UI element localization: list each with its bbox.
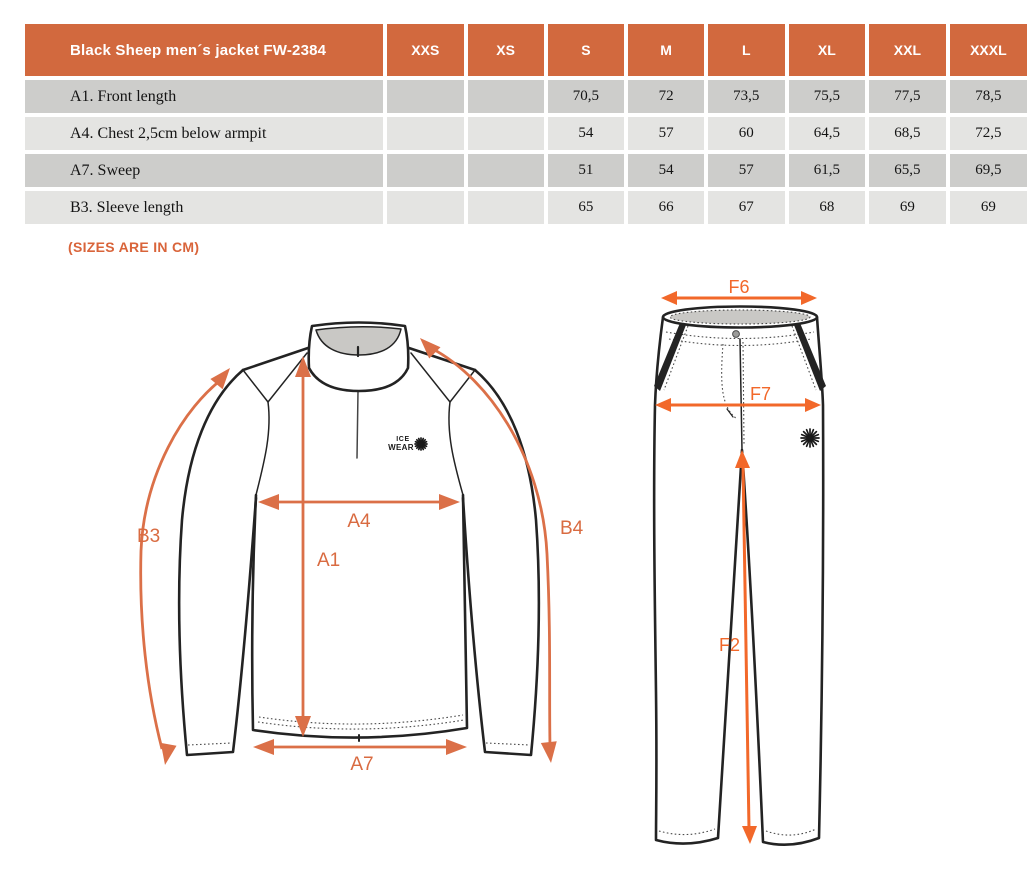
size-value-cell [387, 117, 464, 150]
size-value-cell: 72,5 [950, 117, 1027, 150]
size-value-cell: 61,5 [789, 154, 866, 187]
row-label: A4. Chest 2,5cm below armpit [25, 117, 383, 150]
left-cuff-stitch [188, 743, 232, 745]
fly-stitch [743, 342, 744, 444]
hem-stitch [259, 715, 463, 724]
right-cuff-stitch [486, 743, 530, 745]
label-f2: F2 [718, 635, 740, 655]
size-value-cell: 69 [950, 191, 1027, 224]
size-value-cell: 72 [628, 80, 704, 113]
measure-f7-arrow [655, 398, 821, 412]
right-shoulder-outline [409, 348, 475, 370]
right-raglan-seam [449, 402, 463, 495]
size-header-s: S [548, 24, 625, 76]
size-value-cell: 60 [708, 117, 785, 150]
size-header-xl: XL [789, 24, 866, 76]
size-value-cell: 68,5 [869, 117, 946, 150]
label-b3: B3 [137, 526, 161, 547]
size-value-cell [468, 191, 544, 224]
left-raglan-seam [256, 402, 269, 495]
waistband-stitch [666, 332, 814, 339]
size-value-cell: 75,5 [789, 80, 866, 113]
measure-a4-arrow [258, 494, 460, 510]
table-row [25, 191, 1027, 224]
size-header-xxl: XXL [869, 24, 946, 76]
size-value-cell: 54 [548, 117, 625, 150]
right-sleeve [463, 370, 539, 755]
size-value-cell [468, 117, 544, 150]
logo-text-line1: ICE [396, 436, 410, 443]
size-value-cell: 57 [708, 154, 785, 187]
fly-hook [727, 409, 733, 417]
jacket-diagram [40, 288, 600, 808]
size-value-cell: 77,5 [869, 80, 946, 113]
pants-diagram [630, 272, 870, 852]
row-label: A1. Front length [25, 80, 383, 113]
size-value-cell: 64,5 [789, 117, 866, 150]
label-f6: F6 [728, 277, 750, 297]
measure-a1-arrow [295, 356, 311, 737]
label-a1: A1 [317, 550, 341, 571]
measure-a7-arrow [253, 739, 467, 755]
table-row [25, 117, 1027, 150]
table-header-row [25, 24, 1027, 76]
size-value-cell: 78,5 [950, 80, 1027, 113]
size-value-cell: 51 [548, 154, 625, 187]
logo-text-line2: WEAR [388, 443, 414, 452]
row-label: B3. Sleeve length [25, 191, 383, 224]
table-title: Black Sheep men´s jacket FW-2384 [25, 24, 383, 76]
label-b4: B4 [560, 518, 584, 539]
size-header-xxxl: XXXL [950, 24, 1027, 76]
size-value-cell: 65 [548, 191, 625, 224]
size-value-cell [387, 191, 464, 224]
size-value-cell [387, 154, 464, 187]
size-value-cell: 67 [708, 191, 785, 224]
label-a7: A7 [350, 754, 374, 775]
size-value-cell: 68 [789, 191, 866, 224]
size-value-cell [468, 80, 544, 113]
size-value-cell: 66 [628, 191, 704, 224]
zipper-line [357, 391, 358, 458]
left-sleeve [179, 370, 256, 755]
size-value-cell: 54 [628, 154, 704, 187]
size-value-cell: 57 [628, 117, 704, 150]
label-f7: F7 [750, 384, 772, 404]
right-hem-stitch [766, 829, 816, 835]
fly-j-stitch [722, 344, 737, 419]
pants-outline [654, 317, 823, 845]
hem-stitch [258, 720, 464, 729]
size-header-xxs: XXS [387, 24, 464, 76]
size-header-m: M [628, 24, 704, 76]
waist-button [733, 331, 740, 338]
size-value-cell [468, 154, 544, 187]
ice-wear-logo [388, 436, 427, 452]
table-row [25, 80, 1027, 113]
table-row [25, 154, 1027, 187]
logo-snowflake-icon [415, 438, 427, 450]
sizes-unit-note: (SIZES ARE IN CM) [68, 239, 200, 255]
pants-snowflake-icon [801, 429, 819, 447]
size-value-cell: 69 [869, 191, 946, 224]
measure-b3-arrow [141, 363, 236, 767]
size-value-cell: 70,5 [548, 80, 625, 113]
size-table [21, 20, 1031, 228]
fly-center-seam [740, 339, 742, 450]
size-header-l: L [708, 24, 785, 76]
left-shoulder-outline [243, 348, 308, 370]
size-header-xs: XS [468, 24, 544, 76]
size-value-cell: 69,5 [950, 154, 1027, 187]
left-hem-stitch [659, 829, 715, 835]
label-a4: A4 [347, 511, 371, 532]
row-label: A7. Sweep [25, 154, 383, 187]
size-value-cell: 73,5 [708, 80, 785, 113]
size-value-cell: 65,5 [869, 154, 946, 187]
size-value-cell [387, 80, 464, 113]
